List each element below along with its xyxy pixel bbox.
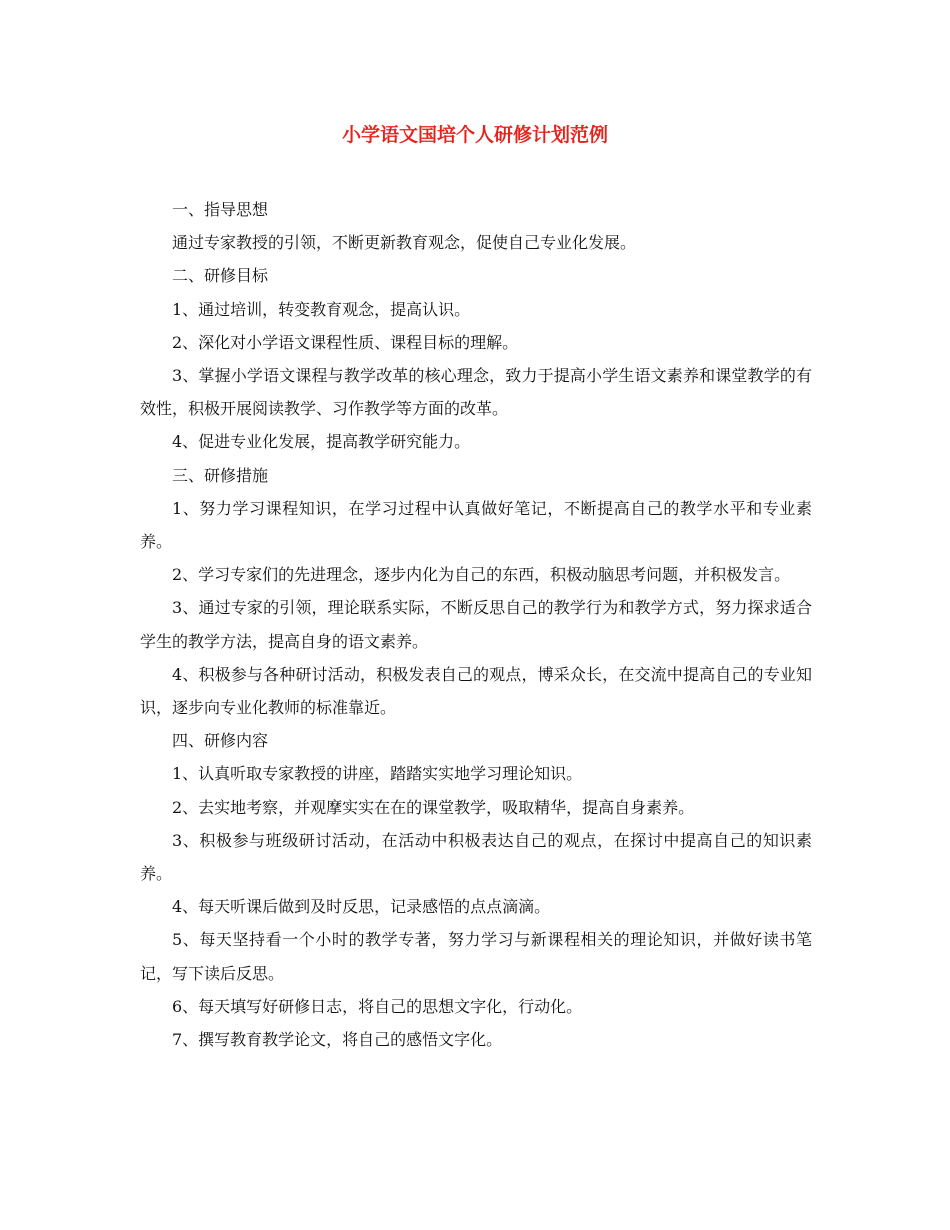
- list-item: 5、每天坚持看一个小时的教学专著，努力学习与新课程相关的理论知识，并做好读书笔记，写下读后反思。: [140, 930, 812, 983]
- document-title: 小学语文国培个人研修计划范例: [341, 124, 608, 146]
- list-item: 2、深化对小学语文课程性质、课程目标的理解。: [172, 332, 519, 352]
- list-item: 1、通过培训，转变教育观念，提高认识。: [172, 299, 471, 319]
- list-item: 1、努力学习课程知识，在学习过程中认真做好笔记，不断提高自己的教学水平和专业素养。: [140, 498, 812, 552]
- list-item: 1、认真听取专家教授的讲座，踏踏实实地学习理论知识。: [172, 764, 583, 784]
- list-item: 6、每天填写好研修日志，将自己的思想文字化，行动化。: [172, 996, 583, 1016]
- document-body: [140, 193, 812, 1056]
- list-item: 7、撰写教育教学论文，将自己的感悟文字化。: [172, 1030, 503, 1050]
- list-item: 3、通过专家的引领，理论联系实际，不断反思自己的教学行为和教学方式，努力探求适合学生的教学方法，提高自身的语文素养。: [140, 598, 812, 651]
- list-item: 4、每天听课后做到及时反思，记录感悟的点点滴滴。: [172, 897, 551, 917]
- list-item: 2、学习专家们的先进理念，逐步内化为自己的东西，积极动脑思考问题，并积极发言。: [172, 565, 791, 585]
- section-heading-measures: 三、研修措施: [172, 465, 269, 485]
- list-item: 3、掌握小学语文课程与教学改革的核心理念，致力于提高小学生语文素养和课堂教学的有效性，积极开展阅读教学、习作教学等方面的改革。: [140, 366, 812, 419]
- section-heading-goals: 二、研修目标: [172, 266, 269, 286]
- list-item: 4、促进专业化发展，提高教学研究能力。: [172, 432, 471, 452]
- list-item: 3、积极参与班级研讨活动，在活动中积极表达自己的观点，在探讨中提高自己的知识素养。: [140, 830, 812, 884]
- paragraph: 通过专家教授的引领，不断更新教育观念，促使自己专业化发展。: [172, 233, 637, 253]
- section-heading-guiding-ideology: 一、指导思想: [172, 200, 269, 219]
- list-item: 4、积极参与各种研讨活动，积极发表自己的观点，博采众长，在交流中提高自己的专业知识，逐步向专业化教师的标准靠近。: [140, 664, 812, 718]
- list-item: 2、去实地考察，并观摩实实在在的课堂教学，吸取精华，提高自身素养。: [172, 797, 695, 817]
- section-heading-content: 四、研修内容: [172, 731, 269, 751]
